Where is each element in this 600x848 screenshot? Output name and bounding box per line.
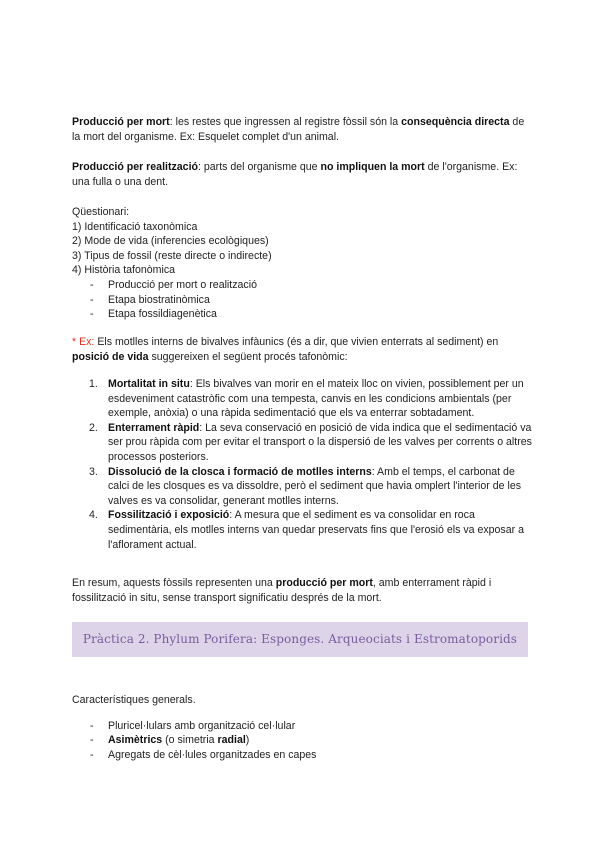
step-title: Fossilització i exposició [108, 509, 230, 522]
step-item: 1. Mortalitat in situ: Els bivalves van morir en el mateix lloc on vivien, possiblement per un esdeveniment catastròfic com una tempesta, canvis en les condicions ambientals (per exemple, anòxia) o una ràpida sedimentació que els va enterrar sobtadament. [89, 378, 524, 420]
caracteristica-item: - Agregats de cèl·lules organitzades en capes [72, 748, 532, 763]
step-title: Enterrament ràpid [108, 421, 200, 434]
paragraph-produccio-per-realitzacio: Producció per realització: parts del organisme que no impliquen la mort de l'organisme. Ex: una fulla o una dent. [72, 161, 518, 188]
caracteristiques-title: Característiques generals. [72, 694, 196, 706]
questionari-item: 4) Història tafonòmica [72, 264, 176, 277]
caracteristiques-list [72, 719, 532, 763]
questionari-subitem: - Etapa biostratinòmica [72, 293, 532, 308]
questionari-sublist [72, 278, 532, 322]
step-item: 4. Fossilització i exposició: A mesura que el sediment es va consolidar en roca sedimentària, els motlles interns van quedar preservats fins que l'erosió els va exposar a l'aflorament actual. [89, 509, 524, 551]
questionari-section [72, 205, 532, 322]
step-title: Mortalitat in situ [108, 378, 190, 390]
step-item: 3. Dissolució de la closca i formació de motlles interns: Amb el temps, el carbonat de calci de les closques es va dissoldre, però el sediment que havia omplert l'interior de les valves es va consolidar, generant motlles interns. [89, 465, 522, 507]
caracteristica-item: - Asimètrics (o simetria radial) [72, 733, 532, 748]
section-heading-title: Pràctica 2. Phylum Porifera: Esponges. Arqueociats i Estromatoporids [82, 632, 518, 647]
section-heading-banner [72, 622, 528, 657]
paragraph-produccio-per-mort: Producció per mort: les restes que ingressen al registre fòssil són la consequència directa de la mort del organisme. Ex: Esquelet complet d'un animal. [72, 116, 525, 143]
questionari-item: 2) Mode de vida (inferencies ecològiques) [72, 235, 269, 248]
term-produccio-per-mort: Producció per mort [72, 116, 170, 128]
example-marker: * Ex: [72, 336, 95, 348]
term-produccio-per-realitzacio: Producció per realització [72, 161, 198, 173]
questionari-subitem: - Etapa fossildiagenètica [72, 307, 532, 322]
questionari-subitem: - Producció per mort o realització [72, 278, 532, 293]
step-item: 2. Enterrament ràpid: La seva conservació en posició de vida indica que el sedimentació va ser prou ràpida com per evitar el transport o la dispersió de les valves per corrents o altres processos posteriors. [89, 421, 532, 463]
taphonomic-steps-list [72, 377, 532, 552]
example-paragraph: * Ex: Els motlles interns de bivalves infàunics (és a dir, que vivien enterrats al sediment) en posició de vida suggereixen el següent procés tafonòmic: [72, 336, 499, 363]
questionari-item: 3) Tipus de fossil (reste directe o indirecte) [72, 249, 272, 262]
summary-paragraph: En resum, aquests fòssils representen una producció per mort, amb enterrament ràpid i fossilització in situ, sense transport significatiu després de la mort. [72, 577, 492, 604]
questionari-item: 1) Identificació taxonòmica [72, 220, 198, 233]
caracteristica-item: - Pluricel·lulars amb organització cel·lular [72, 719, 532, 734]
step-title: Dissolució de la closca i formació de motlles interns [108, 465, 372, 478]
caracteristiques-section [72, 693, 532, 762]
questionari-title: Qüestionari: [72, 206, 130, 218]
